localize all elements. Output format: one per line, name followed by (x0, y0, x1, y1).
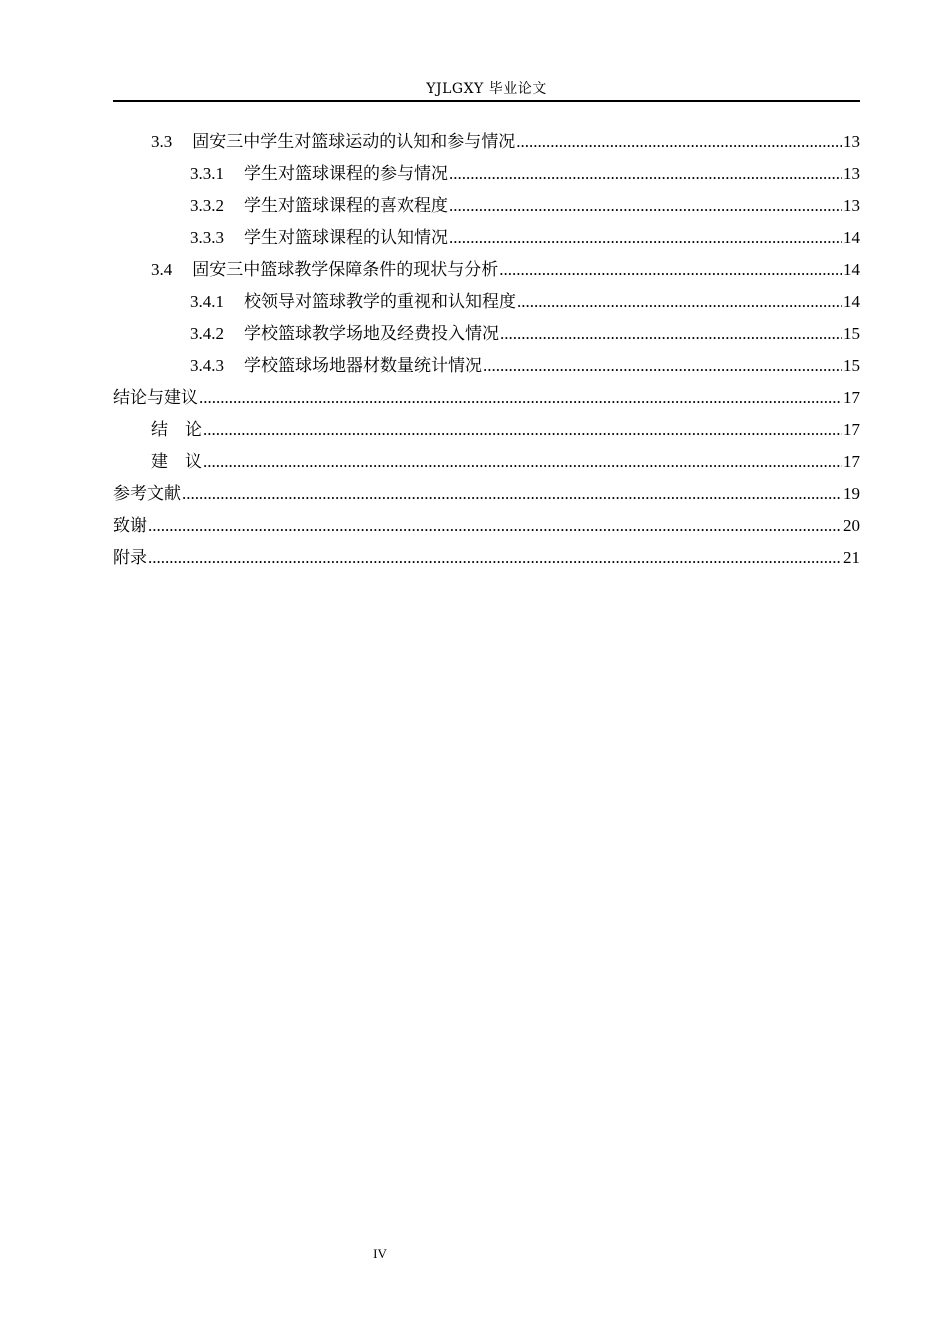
toc-entry-page: 13 (843, 164, 860, 183)
toc-entry-page: 15 (843, 356, 860, 375)
toc-dot-leader (516, 126, 842, 158)
toc-entry-title: 学生对篮球课程的喜欢程度 (244, 196, 448, 216)
toc-entry-number: 3.4.3 (190, 356, 224, 375)
toc-entry-number: 3.3 (151, 132, 173, 151)
toc-dot-leader (203, 446, 842, 478)
table-of-contents (113, 126, 860, 574)
page-header-title: YJLGXY 毕业论文 (426, 81, 547, 97)
toc-entry-title: 致谢 (113, 516, 147, 536)
toc-entry-page: 14 (843, 260, 860, 279)
toc-entry-3-3-2[interactable] (113, 190, 860, 222)
toc-entry-page: 17 (843, 420, 860, 439)
toc-entry-page: 13 (843, 196, 860, 215)
toc-dot-leader (449, 158, 842, 190)
toc-entry-title: 结 论 (151, 420, 202, 440)
toc-entry-title: 建 议 (151, 452, 202, 472)
toc-dot-leader (500, 318, 842, 350)
toc-entry-title: 学生对篮球课程的参与情况 (244, 164, 448, 184)
toc-entry-conclusions[interactable] (113, 414, 860, 446)
toc-entry-page: 21 (843, 548, 860, 567)
toc-dot-leader (483, 350, 842, 382)
toc-entry-title: 校领导对篮球教学的重视和认知程度 (244, 292, 516, 312)
toc-entry-acknowledgements[interactable] (113, 510, 860, 542)
toc-dot-leader (517, 286, 842, 318)
toc-entry-title: 附录 (113, 548, 147, 568)
toc-entry-title: 学校篮球场地器材数量统计情况 (244, 356, 482, 376)
toc-entry-page: 17 (843, 452, 860, 471)
toc-entry-page: 15 (843, 324, 860, 343)
toc-entry-title: 参考文献 (113, 484, 181, 504)
toc-dot-leader (449, 190, 842, 222)
toc-entry-suggestions[interactable] (113, 446, 860, 478)
toc-dot-leader (199, 382, 842, 414)
toc-entry-references[interactable] (113, 478, 860, 510)
toc-entry-number: 3.3.2 (190, 196, 224, 215)
toc-entry-page: 14 (843, 228, 860, 247)
toc-entry-3-4-2[interactable] (113, 318, 860, 350)
toc-entry-number: 3.3.3 (190, 228, 224, 247)
toc-entry-3-4[interactable] (113, 254, 860, 286)
toc-entry-page: 14 (843, 292, 860, 311)
page-number-footer: IV (373, 1246, 387, 1261)
toc-entry-number: 3.4 (151, 260, 173, 279)
toc-entry-page: 17 (843, 388, 860, 407)
toc-dot-leader (203, 414, 842, 446)
toc-entry-3-4-1[interactable] (113, 286, 860, 318)
toc-dot-leader (148, 510, 842, 542)
toc-dot-leader (449, 222, 842, 254)
toc-entry-number: 3.3.1 (190, 164, 224, 183)
header-divider (113, 100, 860, 102)
toc-entry-conclusions-and-suggestions[interactable] (113, 382, 860, 414)
toc-dot-leader (148, 542, 842, 574)
toc-entry-title: 结论与建议 (113, 388, 198, 408)
toc-entry-page: 20 (843, 516, 860, 535)
toc-entry-page: 19 (843, 484, 860, 503)
toc-entry-3-3-3[interactable] (113, 222, 860, 254)
toc-entry-3-3[interactable] (113, 126, 860, 158)
toc-entry-appendix[interactable] (113, 542, 860, 574)
toc-dot-leader (182, 478, 842, 510)
toc-entry-number: 3.4.2 (190, 324, 224, 343)
toc-entry-title: 固安三中学生对篮球运动的认知和参与情况 (192, 132, 516, 152)
toc-entry-title: 学生对篮球课程的认知情况 (244, 228, 448, 248)
toc-dot-leader (499, 254, 842, 286)
toc-entry-number: 3.4.1 (190, 292, 224, 311)
toc-entry-title: 固安三中篮球教学保障条件的现状与分析 (192, 260, 499, 280)
toc-entry-3-3-1[interactable] (113, 158, 860, 190)
toc-entry-3-4-3[interactable] (113, 350, 860, 382)
toc-entry-page: 13 (843, 132, 860, 151)
toc-entry-title: 学校篮球教学场地及经费投入情况 (244, 324, 499, 344)
